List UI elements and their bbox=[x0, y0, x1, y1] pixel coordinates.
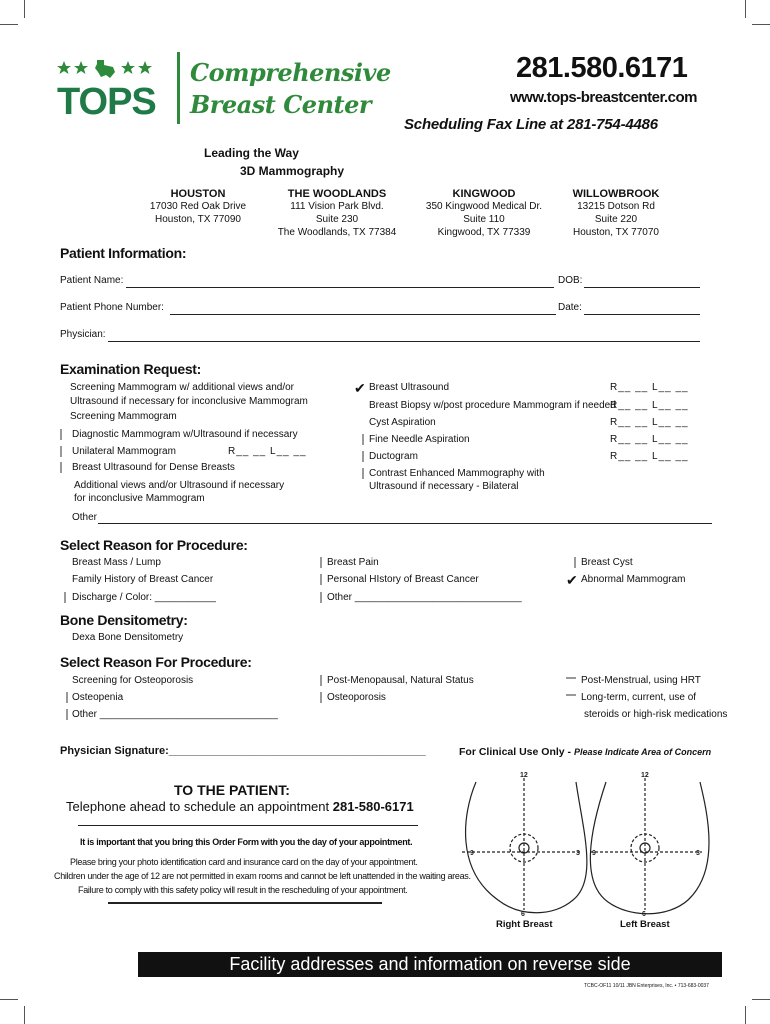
right-breast-outline bbox=[466, 782, 587, 913]
crop-mark bbox=[0, 24, 18, 25]
right-breast-label: Right Breast bbox=[496, 919, 553, 930]
date-field[interactable] bbox=[584, 314, 700, 315]
crop-mark bbox=[752, 24, 770, 25]
patient-name-label: Patient Name: bbox=[60, 275, 124, 286]
exam-ultrasound[interactable]: Breast Ultrasound bbox=[369, 382, 450, 393]
notice-line2: Children under the age of 12 are not permitted in exam rooms and cannot be left unattended in the waiting areas. bbox=[54, 871, 471, 881]
stars-texas-icon bbox=[57, 58, 167, 80]
location-address: Houston, TX 77070 bbox=[573, 227, 659, 238]
exam-dense[interactable]: Breast Ultrasound for Dense Breasts bbox=[72, 462, 235, 473]
checkbox[interactable] bbox=[362, 434, 364, 445]
exam-screening-views[interactable]: Screening Mammogram w/ additional views and/or bbox=[70, 382, 294, 393]
reason-pain[interactable]: Breast Pain bbox=[327, 557, 379, 568]
reason-abnormal[interactable]: Abnormal Mammogram bbox=[581, 574, 686, 585]
header-phone: 281.580.6171 bbox=[516, 52, 688, 84]
side-field[interactable]: R__ __ L__ __ bbox=[610, 434, 689, 445]
tagline-line1: Leading the Way bbox=[204, 146, 299, 160]
reason2-longterm[interactable]: Long-term, current, use of bbox=[581, 692, 697, 703]
patient-info-heading: Patient Information: bbox=[60, 245, 187, 261]
reason-heading: Select Reason for Procedure: bbox=[60, 537, 248, 553]
exam-screening[interactable]: Screening Mammogram bbox=[70, 411, 177, 422]
side-field[interactable]: R__ __ L__ __ bbox=[610, 382, 689, 393]
location-name: KINGWOOD bbox=[452, 188, 516, 200]
reason2-postmens[interactable]: Post-Menstrual, using HRT bbox=[581, 675, 701, 686]
location-name: THE WOODLANDS bbox=[287, 188, 387, 200]
exam-contrast-cont: Ultrasound if necessary - Bilateral bbox=[369, 481, 519, 492]
logo-divider bbox=[177, 52, 180, 124]
checkbox[interactable] bbox=[362, 451, 364, 462]
exam-biopsy[interactable]: Breast Biopsy w/post procedure Mammogram if needed bbox=[369, 400, 616, 411]
clock-label: 9 bbox=[470, 850, 474, 857]
exam-diagnostic[interactable]: Diagnostic Mammogram w/Ultrasound if necessary bbox=[72, 429, 298, 440]
checkbox[interactable] bbox=[60, 462, 62, 473]
clock-label: 12 bbox=[520, 772, 528, 779]
unilateral-side-field[interactable]: R__ __ L__ __ bbox=[228, 446, 307, 457]
footer-banner-text: Facility addresses and information on reverse side bbox=[229, 954, 631, 974]
checkbox[interactable] bbox=[60, 429, 62, 440]
patient-phone-label: Patient Phone Number: bbox=[60, 302, 164, 313]
check-mark-icon[interactable]: ✔ bbox=[566, 572, 578, 588]
clock-label: 12 bbox=[641, 772, 649, 779]
reason2-heading: Select Reason For Procedure: bbox=[60, 654, 252, 670]
exam-additional[interactable]: Additional views and/or Ultrasound if necessary bbox=[74, 480, 285, 491]
reason2-osteopenia[interactable]: Osteopenia bbox=[72, 692, 124, 703]
patient-phone-field[interactable] bbox=[170, 314, 556, 315]
breast-diagram[interactable] bbox=[458, 760, 728, 932]
clock-label: 6 bbox=[642, 911, 646, 918]
important-notice: It is important that you bring this Order Form with you the day of your appointment. bbox=[80, 837, 413, 847]
checkbox[interactable] bbox=[320, 675, 322, 686]
notice-line3: Failure to comply with this safety policy will result in the rescheduling of your appointment. bbox=[78, 885, 408, 895]
exam-unilateral[interactable]: Unilateral Mammogram bbox=[72, 446, 176, 457]
clinical-use bbox=[459, 746, 711, 758]
location-address: Kingwood, TX 77339 bbox=[437, 227, 531, 238]
date-label: Date: bbox=[558, 302, 582, 313]
location-address: Suite 220 bbox=[594, 214, 638, 225]
checkbox[interactable] bbox=[566, 694, 576, 696]
reason-family[interactable]: Family History of Breast Cancer bbox=[72, 574, 214, 585]
location-address: Houston, TX 77090 bbox=[155, 214, 241, 225]
checkbox[interactable] bbox=[60, 446, 62, 457]
left-breast-label: Left Breast bbox=[620, 919, 670, 930]
checkbox[interactable] bbox=[320, 692, 322, 703]
reason-mass[interactable]: Breast Mass / Lump bbox=[72, 557, 161, 568]
fax-line: Scheduling Fax Line at 281-754-4486 bbox=[404, 116, 658, 133]
reason-personal[interactable]: Personal HIstory of Breast Cancer bbox=[327, 574, 479, 585]
reason2-osteoporosis[interactable]: Osteoporosis bbox=[327, 692, 386, 703]
exam-other-label: Other bbox=[72, 512, 98, 523]
location-address: Suite 230 bbox=[315, 214, 359, 225]
clinical-use-note: Please Indicate Area of Concern bbox=[573, 747, 712, 757]
crop-mark bbox=[24, 0, 25, 18]
crop-mark bbox=[0, 999, 18, 1000]
physician-signature-field[interactable]: Physician Signature:__________________________________________ bbox=[60, 745, 426, 757]
location-address: 17030 Red Oak Drive bbox=[149, 201, 247, 212]
crop-mark bbox=[745, 0, 746, 18]
to-patient-heading: TO THE PATIENT: bbox=[174, 782, 290, 798]
clinical-use-label: For Clinical Use Only - bbox=[459, 746, 572, 758]
clock-label: 3 bbox=[696, 850, 700, 857]
location-kingwood bbox=[412, 188, 556, 239]
exam-contrast[interactable]: Contrast Enhanced Mammography with bbox=[369, 468, 545, 479]
reason2-longterm-cont: steroids or high-risk medications bbox=[584, 709, 728, 720]
location-name: WILLOWBROOK bbox=[572, 188, 660, 200]
to-patient-phone-text: Telephone ahead to schedule an appointment bbox=[66, 799, 330, 814]
exam-ductogram[interactable]: Ductogram bbox=[369, 451, 418, 462]
exam-screening-views-cont: Ultrasound if necessary for inconclusive Mammogram bbox=[70, 396, 308, 407]
reason-other[interactable]: Other ______________________________ bbox=[327, 592, 522, 603]
logo bbox=[57, 58, 391, 128]
physician-label: Physician: bbox=[60, 329, 106, 340]
reason2-screening[interactable]: Screening for Osteoporosis bbox=[72, 675, 194, 686]
physician-field[interactable] bbox=[108, 341, 700, 342]
checkbox[interactable] bbox=[66, 709, 68, 720]
footer-code: TCBC-OF11 10/11 JBN Enterprises, Inc. • 713-683-0037 bbox=[584, 983, 709, 989]
patient-name-field[interactable] bbox=[126, 287, 554, 288]
exam-additional-cont: for inconclusive Mammogram bbox=[74, 493, 205, 504]
checkbox[interactable] bbox=[320, 592, 322, 603]
location-address: 350 Kingwood Medical Dr. bbox=[425, 201, 543, 212]
check-mark-icon[interactable]: ✔ bbox=[354, 380, 366, 396]
side-field[interactable]: R__ __ L__ __ bbox=[610, 417, 689, 428]
footer-banner bbox=[138, 952, 722, 977]
location-willowbrook bbox=[556, 188, 676, 239]
crop-mark bbox=[24, 1006, 25, 1024]
checkbox[interactable] bbox=[64, 592, 66, 603]
checkbox[interactable] bbox=[66, 692, 68, 703]
side-field[interactable]: R__ __ L__ __ bbox=[610, 400, 689, 411]
checkbox[interactable] bbox=[320, 557, 322, 568]
location-address: 13215 Dotson Rd bbox=[577, 201, 655, 212]
checkbox[interactable] bbox=[362, 468, 364, 479]
side-field[interactable]: R__ __ L__ __ bbox=[610, 451, 689, 462]
bone-dexa[interactable]: Dexa Bone Densitometry bbox=[72, 632, 184, 643]
brand-name-line2: Breast Center bbox=[190, 90, 372, 119]
checkbox[interactable] bbox=[574, 557, 576, 568]
clock-label: 3 bbox=[576, 850, 580, 857]
location-name: HOUSTON bbox=[170, 188, 226, 200]
reason2-other[interactable]: Other ________________________________ bbox=[72, 709, 278, 720]
location-woodlands bbox=[262, 188, 412, 239]
to-patient-phone-line bbox=[66, 799, 414, 814]
crop-mark bbox=[745, 1006, 746, 1024]
logo-text: TOPS bbox=[57, 81, 156, 123]
location-address: Suite 110 bbox=[463, 214, 505, 225]
tagline-line2: 3D Mammography bbox=[240, 164, 345, 178]
bone-heading: Bone Densitometry: bbox=[60, 612, 188, 628]
divider bbox=[78, 825, 418, 826]
exam-cyst[interactable]: Cyst Aspiration bbox=[369, 417, 436, 428]
checkbox[interactable] bbox=[320, 574, 322, 585]
notice-line1: Please bring your photo identification card and insurance card on the day of your appointment. bbox=[70, 857, 418, 867]
dob-label: DOB: bbox=[558, 275, 583, 286]
checkbox[interactable] bbox=[566, 677, 576, 679]
exam-heading: Examination Request: bbox=[60, 361, 202, 377]
exam-fna[interactable]: Fine Needle Aspiration bbox=[369, 434, 470, 445]
header-website[interactable]: www.tops-breastcenter.com bbox=[510, 89, 697, 106]
clock-label: 9 bbox=[592, 850, 596, 857]
location-houston bbox=[128, 188, 268, 226]
reason-cyst[interactable]: Breast Cyst bbox=[581, 557, 633, 568]
dob-field[interactable] bbox=[584, 287, 700, 288]
divider bbox=[108, 902, 382, 904]
to-patient-phone: 281-580-6171 bbox=[332, 799, 414, 814]
exam-other-field[interactable] bbox=[98, 523, 712, 524]
clock-label: 6 bbox=[521, 911, 525, 918]
location-address: 111 Vision Park Blvd. bbox=[290, 201, 384, 212]
crop-mark bbox=[752, 999, 770, 1000]
reason2-postmeno[interactable]: Post-Menopausal, Natural Status bbox=[327, 675, 474, 686]
location-address: The Woodlands, TX 77384 bbox=[277, 227, 397, 238]
brand-name-line1: Comprehensive bbox=[190, 58, 391, 87]
reason-discharge[interactable]: Discharge / Color: ___________ bbox=[72, 592, 216, 603]
